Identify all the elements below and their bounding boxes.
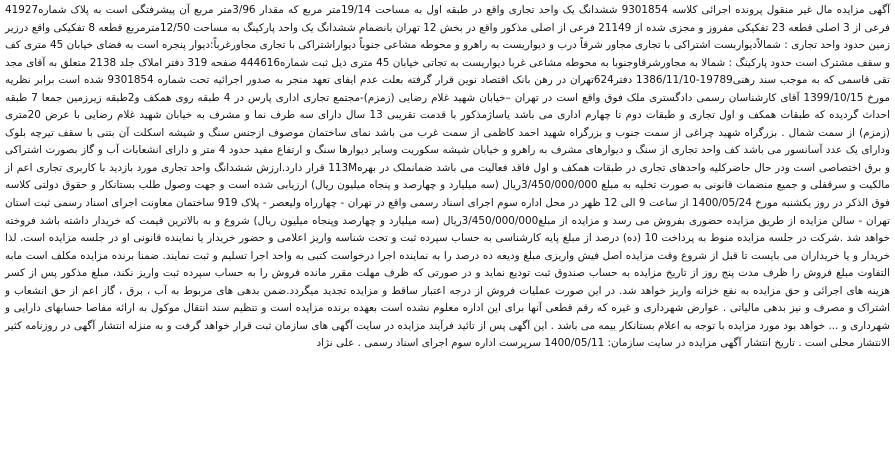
notice-text: آگهی مزایده مال غیر منقول پرونده اجرائی کلاسه 9301854 ششدانگ یک واحد تجاری واقع در طبقه اول به مساحت 19/14متر مربع که مقدار 3/96متر مربع آن پیشرفتگی است به پلاک شماره41927 فرعی از 3 اصلی قطعه 23 تفکیکی مفروز و مجزی شده از 21149 فرعی از اصلی مذکور واقع در بخش 12 تهران بانضمام ششدانگ یک واحد پارکینگ به مساحت 12/50مترمربع قطعه 8 تفکیکی واقع درزیر زمین حدود واحد تجاری : شمالاًدیواربست اشتراکی با تجاری مجاور شرقاً درب و دیواریست به راهرو و محوطه مشاعی جنوباً دیواراشتراکی با تجاری مجاورغرباً:دیوار پنجره است به فضای خیابان 45 متری کف و سقف مشترک است حدود پارکینگ : شمالا به مجاورشرقاوجنوبا به محوطه مشاعی غربا دیواریست به تجاتی خیابان 45 متری ذیل ثبت شماره444616 صفحه 319 دفتر املاک جلد 2138 متعلق به آقای مجد تقی قاسمی که به موجب سند رهنی19789-1386/11/10 دفتر624تهران در رهن بانک اقتصاد نوین قرار گرفته بعلت عدم ایفای تعهد منجر به صدور اجرائیه تحت شماره 9301854 شده است برابر نظریه مورخ 1399/10/15 آقای کارشناسان رسمی دادگستری ملک فوق واقع است در تهران –خیابان شهید غلام رضایی (زمزم)-مجتمع تجاری اداری پارس در 4 طبقه روی همکف و2طبقه زیرزمین جمعا 7 طبقه احداث گردیده که طبقات همکف و اول تجاری و طبقات دوم تا چهارم اداری می باشد یاساژمذکور با قدمت تقریبی 13 سال دارای سه طرف نما و مشرف به خیابان شهید غلام رضایی با عرض 20متری (زمزم) از سمت شمال . بزرگراه شهید چراغی از سمت جنوب و بزرگراه شهید احمد کاظمی از سمت غرب می باشد نمای ساختمان موصوف ازجنس سنگ و شیشه اسکلت آن بتنی با سقف تیرچه بلوک ودارای یک عدد آسانسور می باشد کف واحد تجاری از سنگ و دیوارهای مشرف به راهرو و خیابان شیشه سکوریت وسایر دیوارها سنگ و ارتفاع مفید حدود 4 متر و دارای انشعابات آب و گاز بصورت اشتراکی و برق اختصاصی است ودر حال حاضرکلیه واحدهای تجاری در طبقات همکف و اول فاقد فعالیت می باشد ضمانملک در بهره113M قرار دارد.ارزش ششدانگ واحد تجاری مورد بازدید با کاربری تجاری اعم از مالکیت و سرقفلی و جمیع منضمات قانونی به صورت تخلیه به مبلغ 3/450/000/000ریال (سه میلیارد و چهارصد و پنجاه میلیون ریال) ارزیابی شده است و جهت وصول طلب بستانکار و حقوق دولتی کلاسه فوق الذکر در روز یکشنبه مورخ 1400/05/24 از ساعت 9 الی 12 ظهر در محل اداره سوم اجرای اسناد رسمی واقع در تهران - چهارراه ولیعصر - پلاک 919 ساختمان معاونت اجرای اسناد رسمی ثبت استان تهران - سالن مزایده از طریق مزایده حضوری بفروش می رسد و مزایده از مبلغ3/450/000/000ریال (سه میلیارد و چهارصد وپنجاه میلیون ریال) شروع و به بالاترین قیمت که خریدار داشته باشد فروخته خواهد شد .شرکت در جلسه مزایده منوط به پرداخت 10 (ده) درصد از مبلغ پایه کارشناسی به حساب سپرده ثبت و تحت شناسه واریز اعلامی و حضور خریدار یا نماینده قانونی او در جلسه مزایده است. لذا خریدار و یا خریداران می بایست تا قبل از شروع وقت مزایده اصل فیش واریزی مبلغ ودیعه ده درصد را به نماینده اجرا درخواست کتبی به واحد اجرا تسلیم و ثبت نمایند. ضمنا برنده مزایده مکلف است مابه التفاوت مبلغ فروش را ظرف مدت پنج روز از تاریخ مزایده به حساب صندوق ثبت تودیع نماید و در صورتی که ظرف مهلت مقرر مانده فروش را به حساب سپرده ثبت واریز نکند، مبلغ مذکور پس از کسر هزینه های اجرائی و حق مزایده به نفع خزانه واریز خواهد شد. در این صورت عملیات فروش از درجه اعتبار ساقط و مزایده تجدید میگردد.ضمن بدهی های مربوط به آب ، برق ، گاز اعم از حق انشعاب و اشتراک و مصرف و نیز بدهی مالیاتی . عوارض شهرداری و غیره که رقم قطعی آنها برای این اداره معلوم نشده است بعهده برنده مزایده است و تنظیم سند انتقال موکول به ارائه مفاصا حسابهای دارایی و شهرداری و ... خواهد بود مورد مزایده با توجه به اعلام بستانکار بیمه می باشد . این آگهی پس از تائید فرآیند مزایده در سایت آگهی های سازمان ثبت قرار خواهد گرفت و به منزله انتشار آگهی در روزنامه کثیر الانتشار محلی است . تاریخ انتشار آگهی مزایده در سایت سازمان: 1400/05/11 سرپرست اداره سوم اجرای اسناد رسمی . علی نژاد	[5, 4, 891, 350]
